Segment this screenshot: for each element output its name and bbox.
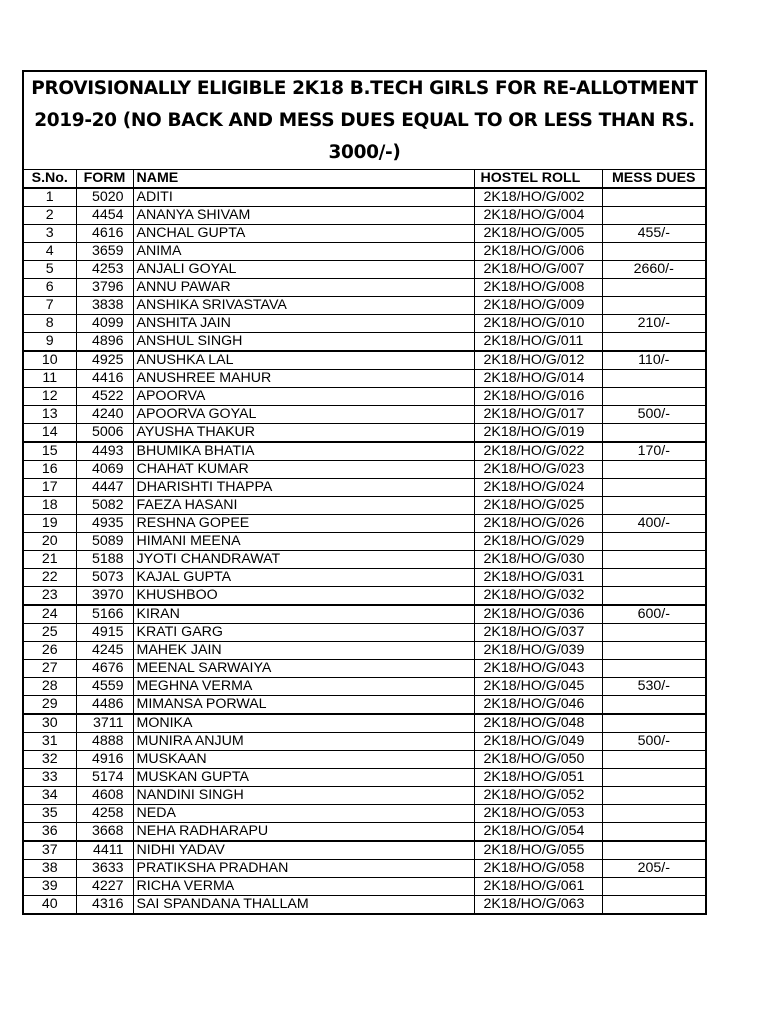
name-cell: KIRAN [133,605,474,624]
form-number-cell: 3659 [76,243,133,261]
hostel-roll-cell: 2K18/HO/G/006 [474,243,602,261]
mess-dues-cell [602,769,705,787]
form-number-cell: 5174 [76,769,133,787]
hostel-roll-cell: 2K18/HO/G/025 [474,497,602,515]
form-number-cell: 4493 [76,442,133,461]
form-number-cell: 5188 [76,551,133,569]
sno-cell: 10 [24,351,76,370]
name-cell: NANDINI SINGH [133,787,474,805]
form-number-cell: 4915 [76,624,133,642]
hostel-roll-cell: 2K18/HO/G/048 [474,714,602,733]
form-number-cell: 4925 [76,351,133,370]
hostel-roll-cell: 2K18/HO/G/055 [474,841,602,860]
name-cell: MIMANSA PORWAL [133,696,474,715]
sno-cell: 21 [24,551,76,569]
sno-cell: 36 [24,823,76,842]
name-cell: ANSHUL SINGH [133,333,474,352]
sno-cell: 22 [24,569,76,587]
hostel-roll-cell: 2K18/HO/G/014 [474,370,602,388]
mess-dues-cell: 500/- [602,733,705,751]
name-cell: ANSHIKA SRIVASTAVA [133,297,474,315]
name-cell: MONIKA [133,714,474,733]
sno-cell: 24 [24,605,76,624]
hostel-roll-cell: 2K18/HO/G/049 [474,733,602,751]
name-cell: MUSKAAN [133,751,474,769]
hostel-roll-cell: 2K18/HO/G/017 [474,406,602,424]
table-row [24,841,705,860]
form-number-cell: 4896 [76,333,133,352]
sno-cell: 40 [24,896,76,914]
mess-dues-cell [602,370,705,388]
sno-cell: 12 [24,388,76,406]
table-row [24,225,705,243]
mess-dues-cell [602,297,705,315]
hostel-roll-cell: 2K18/HO/G/030 [474,551,602,569]
hostel-roll-cell: 2K18/HO/G/058 [474,860,602,878]
sno-cell: 25 [24,624,76,642]
table-row [24,660,705,678]
mess-dues-cell [602,388,705,406]
hostel-roll-cell: 2K18/HO/G/005 [474,225,602,243]
mess-dues-cell [602,479,705,497]
sno-cell: 6 [24,279,76,297]
hostel-roll-cell: 2K18/HO/G/045 [474,678,602,696]
column-header-sno: S.No. [31,170,68,186]
sno-cell: 27 [24,660,76,678]
form-number-cell: 4916 [76,751,133,769]
table-row [24,714,705,733]
name-cell: HIMANI MEENA [133,533,474,551]
table-row [24,678,705,696]
hostel-roll-cell: 2K18/HO/G/002 [474,188,602,207]
table-row [24,787,705,805]
sno-cell: 18 [24,497,76,515]
name-cell: AYUSHA THAKUR [133,424,474,443]
hostel-roll-cell: 2K18/HO/G/036 [474,605,602,624]
mess-dues-cell [602,333,705,352]
hostel-roll-cell: 2K18/HO/G/023 [474,461,602,479]
form-number-cell: 4099 [76,315,133,333]
sno-cell: 19 [24,515,76,533]
sno-cell: 11 [24,370,76,388]
sno-cell: 20 [24,533,76,551]
column-header-name: NAME [133,170,474,188]
form-number-cell: 4253 [76,261,133,279]
eligibility-table [24,170,705,913]
mess-dues-cell: 500/- [602,406,705,424]
form-number-cell: 4447 [76,479,133,497]
sno-cell: 2 [24,207,76,225]
sno-cell: 9 [24,333,76,352]
table-row [24,805,705,823]
mess-dues-cell [602,551,705,569]
sno-cell: 5 [24,261,76,279]
mess-dues-cell: 205/- [602,860,705,878]
form-number-cell: 3796 [76,279,133,297]
table-row [24,442,705,461]
sno-cell: 15 [24,442,76,461]
table-row [24,733,705,751]
name-cell: ANCHAL GUPTA [133,225,474,243]
table-row [24,551,705,569]
form-number-cell: 5082 [76,497,133,515]
mess-dues-cell [602,642,705,660]
hostel-roll-cell: 2K18/HO/G/026 [474,515,602,533]
table-row [24,297,705,315]
form-number-cell: 5006 [76,424,133,443]
sno-cell: 31 [24,733,76,751]
mess-dues-cell: 170/- [602,442,705,461]
hostel-roll-cell: 2K18/HO/G/024 [474,479,602,497]
table-row [24,351,705,370]
mess-dues-cell [602,878,705,896]
sno-cell: 26 [24,642,76,660]
hostel-roll-cell: 2K18/HO/G/008 [474,279,602,297]
form-number-cell: 3838 [76,297,133,315]
title-box [24,72,705,170]
mess-dues-cell: 600/- [602,605,705,624]
name-cell: BHUMIKA BHATIA [133,442,474,461]
table-row [24,769,705,787]
name-cell: ADITI [133,188,474,207]
hostel-roll-cell: 2K18/HO/G/016 [474,388,602,406]
form-number-cell: 3711 [76,714,133,733]
hostel-roll-cell: 2K18/HO/G/004 [474,207,602,225]
hostel-roll-cell: 2K18/HO/G/053 [474,805,602,823]
mess-dues-cell: 210/- [602,315,705,333]
table-row [24,896,705,914]
hostel-roll-cell: 2K18/HO/G/037 [474,624,602,642]
mess-dues-cell [602,424,705,443]
form-number-cell: 4559 [76,678,133,696]
hostel-roll-cell: 2K18/HO/G/039 [474,642,602,660]
table-row [24,261,705,279]
form-number-cell: 4888 [76,733,133,751]
name-cell: JYOTI CHANDRAWAT [133,551,474,569]
mess-dues-cell [602,751,705,769]
mess-dues-cell [602,243,705,261]
mess-dues-cell [602,587,705,606]
name-cell: APOORVA [133,388,474,406]
mess-dues-cell [602,714,705,733]
sno-cell: 13 [24,406,76,424]
name-cell: MUNIRA ANJUM [133,733,474,751]
table-row [24,315,705,333]
hostel-roll-cell: 2K18/HO/G/046 [474,696,602,715]
table-row [24,243,705,261]
form-number-cell: 4227 [76,878,133,896]
mess-dues-cell: 455/- [602,225,705,243]
table-row [24,207,705,225]
form-number-cell: 4676 [76,660,133,678]
hostel-roll-cell: 2K18/HO/G/052 [474,787,602,805]
sno-cell: 3 [24,225,76,243]
name-cell: ANIMA [133,243,474,261]
name-cell: MEENAL SARWAIYA [133,660,474,678]
table-row [24,751,705,769]
table-row [24,461,705,479]
hostel-roll-cell: 2K18/HO/G/043 [474,660,602,678]
hostel-roll-cell: 2K18/HO/G/031 [474,569,602,587]
mess-dues-cell [602,461,705,479]
sno-cell: 7 [24,297,76,315]
column-header-form: FORM [76,170,133,188]
name-cell: ANSHITA JAIN [133,315,474,333]
sno-cell: 32 [24,751,76,769]
name-cell: DHARISHTI THAPPA [133,479,474,497]
table-row [24,587,705,606]
sno-cell: 23 [24,587,76,606]
hostel-roll-cell: 2K18/HO/G/029 [474,533,602,551]
hostel-roll-cell: 2K18/HO/G/032 [474,587,602,606]
name-cell: MEGHNA VERMA [133,678,474,696]
table-row [24,497,705,515]
page-title: PROVISIONALLY ELIGIBLE 2K18 B.TECH GIRLS FOR RE-ALLOTMENT 2019-20 (NO BACK AND MESS DUES EQUAL TO OR LESS THAN RS. 3000/-) [31,77,698,163]
name-cell: FAEZA HASANI [133,497,474,515]
form-number-cell: 4416 [76,370,133,388]
form-number-cell: 5166 [76,605,133,624]
table-row [24,333,705,352]
form-number-cell: 4240 [76,406,133,424]
name-cell: NIDHI YADAV [133,841,474,860]
table-row [24,424,705,443]
form-number-cell: 4454 [76,207,133,225]
form-number-cell: 3970 [76,587,133,606]
form-number-cell: 5089 [76,533,133,551]
name-cell: KAJAL GUPTA [133,569,474,587]
name-cell: ANUSHREE MAHUR [133,370,474,388]
hostel-roll-cell: 2K18/HO/G/009 [474,297,602,315]
sno-cell: 35 [24,805,76,823]
mess-dues-cell [602,787,705,805]
form-number-cell: 4258 [76,805,133,823]
hostel-roll-cell: 2K18/HO/G/022 [474,442,602,461]
name-cell: NEHA RADHARAPU [133,823,474,842]
mess-dues-cell [602,533,705,551]
mess-dues-cell [602,823,705,842]
column-header-hostel-roll: HOSTEL ROLL [474,170,602,188]
mess-dues-cell [602,841,705,860]
form-number-cell: 3668 [76,823,133,842]
form-number-cell: 4411 [76,841,133,860]
document-sheet [22,70,707,915]
mess-dues-cell: 530/- [602,678,705,696]
table-row [24,696,705,715]
hostel-roll-cell: 2K18/HO/G/063 [474,896,602,914]
mess-dues-cell [602,696,705,715]
table-row [24,569,705,587]
table-row [24,878,705,896]
mess-dues-cell [602,660,705,678]
form-number-cell: 4069 [76,461,133,479]
mess-dues-cell: 2660/- [602,261,705,279]
hostel-roll-cell: 2K18/HO/G/012 [474,351,602,370]
sno-cell: 4 [24,243,76,261]
name-cell: RICHA VERMA [133,878,474,896]
sno-cell: 29 [24,696,76,715]
name-cell: MUSKAN GUPTA [133,769,474,787]
form-number-cell: 4522 [76,388,133,406]
name-cell: ANJALI GOYAL [133,261,474,279]
sno-cell: 30 [24,714,76,733]
mess-dues-cell [602,279,705,297]
hostel-roll-cell: 2K18/HO/G/051 [474,769,602,787]
hostel-roll-cell: 2K18/HO/G/011 [474,333,602,352]
sno-cell: 16 [24,461,76,479]
hostel-roll-cell: 2K18/HO/G/061 [474,878,602,896]
form-number-cell: 4316 [76,896,133,914]
table-row [24,279,705,297]
table-row [24,406,705,424]
form-number-cell: 4616 [76,225,133,243]
table-row [24,479,705,497]
name-cell: APOORVA GOYAL [133,406,474,424]
table-row [24,860,705,878]
table-row [24,823,705,842]
sno-cell: 37 [24,841,76,860]
mess-dues-cell [602,207,705,225]
mess-dues-cell [602,624,705,642]
hostel-roll-cell: 2K18/HO/G/019 [474,424,602,443]
hostel-roll-cell: 2K18/HO/G/010 [474,315,602,333]
mess-dues-cell [602,569,705,587]
name-cell: KRATI GARG [133,624,474,642]
hostel-roll-cell: 2K18/HO/G/050 [474,751,602,769]
sno-cell: 33 [24,769,76,787]
table-row [24,605,705,624]
table-body [24,188,705,913]
form-number-cell: 5020 [76,188,133,207]
sno-cell: 34 [24,787,76,805]
name-cell: ANUSHKA LAL [133,351,474,370]
name-cell: ANNU PAWAR [133,279,474,297]
table-header-row [24,170,705,188]
name-cell: SAI SPANDANA THALLAM [133,896,474,914]
sno-cell: 17 [24,479,76,497]
hostel-roll-cell: 2K18/HO/G/054 [474,823,602,842]
mess-dues-cell [602,805,705,823]
table-row [24,388,705,406]
sno-cell: 14 [24,424,76,443]
name-cell: PRATIKSHA PRADHAN [133,860,474,878]
name-cell: MAHEK JAIN [133,642,474,660]
sno-cell: 8 [24,315,76,333]
table-row [24,370,705,388]
sno-cell: 38 [24,860,76,878]
form-number-cell: 3633 [76,860,133,878]
mess-dues-cell: 400/- [602,515,705,533]
table-row [24,642,705,660]
table-row [24,533,705,551]
sno-cell: 1 [24,188,76,207]
hostel-roll-cell: 2K18/HO/G/007 [474,261,602,279]
mess-dues-cell [602,896,705,914]
form-number-cell: 5073 [76,569,133,587]
name-cell: RESHNA GOPEE [133,515,474,533]
mess-dues-cell: 110/- [602,351,705,370]
table-row [24,188,705,207]
name-cell: ANANYA SHIVAM [133,207,474,225]
table-row [24,515,705,533]
sno-cell: 28 [24,678,76,696]
mess-dues-cell [602,497,705,515]
form-number-cell: 4608 [76,787,133,805]
column-header-mess-dues: MESS DUES [602,170,705,188]
table-row [24,624,705,642]
form-number-cell: 4245 [76,642,133,660]
sno-cell: 39 [24,878,76,896]
name-cell: CHAHAT KUMAR [133,461,474,479]
name-cell: NEDA [133,805,474,823]
form-number-cell: 4486 [76,696,133,715]
name-cell: KHUSHBOO [133,587,474,606]
form-number-cell: 4935 [76,515,133,533]
mess-dues-cell [602,188,705,207]
